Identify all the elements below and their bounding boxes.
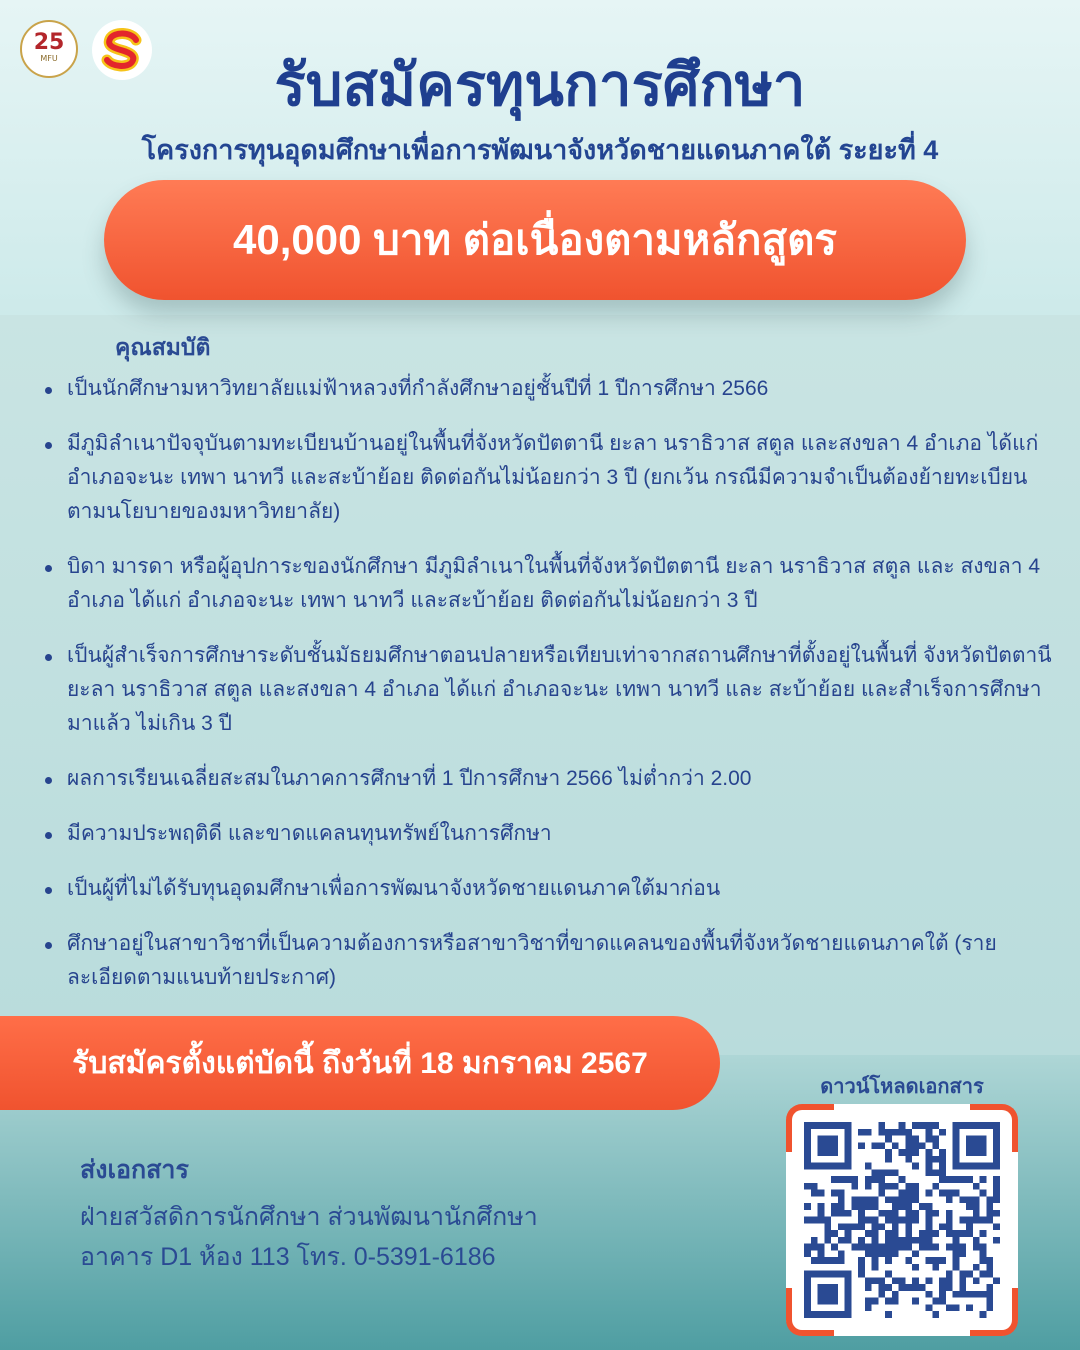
submission-heading: ส่งเอกสาร bbox=[80, 1156, 189, 1184]
qualifications-heading: คุณสมบัติ bbox=[115, 334, 211, 360]
bullet-icon bbox=[45, 565, 52, 572]
anniversary-number: 25 bbox=[33, 30, 65, 55]
list-item-text: มีภูมิลำเนาปัจจุบันตามทะเบียนบ้านอยู่ในพื้นที่จังหวัดปัตตานี ยะลา นราธิวาส สตูล และสงขลา 4 อำเภอ ได้แก่ อำเภอจะนะ เทพา นาทวี และสะบ้าย้อย ติดต่อกันไม่น้อยกว่า 3 ปี (ยกเว้น กรณีมีความจำเป็นต้องย้ายทะเบียนตามนโยบายของมหาวิทยาลัย) bbox=[67, 432, 1039, 523]
submission-office: ฝ่ายสวัสดิการนักศึกษา ส่วนพัฒนานักศึกษา bbox=[80, 1203, 538, 1231]
list-item bbox=[45, 427, 1065, 529]
list-item bbox=[45, 762, 1065, 796]
application-deadline: รับสมัครตั้งแต่บัดนี้ ถึงวันที่ 18 มกราคม 2567 bbox=[72, 1046, 648, 1080]
bullet-icon bbox=[45, 942, 52, 949]
list-item-text: ผลการเรียนเฉลี่ยสะสมในภาคการศึกษาที่ 1 ปีการศึกษา 2566 ไม่ต่ำกว่า 2.00 bbox=[67, 767, 752, 790]
page-title: รับสมัครทุนการศึกษา bbox=[274, 53, 806, 118]
bullet-icon bbox=[45, 654, 52, 661]
list-item bbox=[45, 872, 1065, 906]
qualifications-list bbox=[45, 372, 1065, 1016]
bullet-icon bbox=[45, 387, 52, 394]
page-subtitle: โครงการทุนอุดมศึกษาเพื่อการพัฒนาจังหวัดชายแดนภาคใต้ ระยะที่ 4 bbox=[141, 135, 939, 165]
bullet-icon bbox=[45, 887, 52, 894]
list-item-text: เป็นผู้ที่ไม่ได้รับทุนอุดมศึกษาเพื่อการพัฒนาจังหวัดชายแดนภาคใต้มาก่อน bbox=[67, 877, 721, 900]
bullet-icon bbox=[45, 442, 52, 449]
list-item-text: บิดา มารดา หรือผู้อุปการะของนักศึกษา มีภูมิลำเนาในพื้นที่จังหวัดปัตตานี ยะลา นราธิวาส สตูล และ สงขลา 4 อำเภอ ได้แก่ อำเภอจะนะ เทพา นาทวี และสะบ้าย้อย ติดต่อกันไม่น้อยกว่า 3 ปี bbox=[67, 555, 1041, 612]
list-item bbox=[45, 817, 1065, 851]
list-item bbox=[45, 372, 1065, 406]
bullet-icon bbox=[45, 777, 52, 784]
scholarship-amount: 40,000 บาท ต่อเนื่องตามหลักสูตร bbox=[233, 216, 837, 263]
qr-code-icon[interactable] bbox=[804, 1122, 1000, 1318]
list-item-text: มีความประพฤติดี และขาดแคลนทุนทรัพย์ในการศึกษา bbox=[67, 822, 552, 845]
scholarship-amount-banner bbox=[104, 180, 966, 300]
list-item-text: เป็นนักศึกษามหาวิทยาลัยแม่ฟ้าหลวงที่กำลังศึกษาอยู่ชั้นปีที่ 1 ปีการศึกษา 2566 bbox=[67, 377, 769, 400]
list-item-text: เป็นผู้สำเร็จการศึกษาระดับชั้นมัธยมศึกษาตอนปลายหรือเทียบเท่าจากสถานศึกษาที่ตั้งอยู่ในพื้นที่ จังหวัดปัตตานี ยะลา นราธิวาส สตูล และสงขลา 4 อำเภอ ได้แก่ อำเภอจะนะ เทพา นาทวี และ สะบ้าย้อย และสำเร็จการศึกษามาแล้ว ไม่เกิน 3 ปี bbox=[67, 644, 1052, 735]
anniversary-text: MFU bbox=[40, 54, 58, 63]
application-deadline-banner bbox=[0, 1016, 720, 1110]
download-label: ดาวน์โหลดเอกสาร bbox=[820, 1076, 984, 1098]
list-item bbox=[45, 927, 1065, 995]
bullet-icon bbox=[45, 832, 52, 839]
list-item bbox=[45, 639, 1065, 741]
submission-contact: อาคาร D1 ห้อง 113 โทร. 0-5391-6186 bbox=[80, 1243, 496, 1271]
list-item bbox=[45, 550, 1065, 618]
list-item-text: ศึกษาอยู่ในสาขาวิชาที่เป็นความต้องการหรือสาขาวิชาที่ขาดแคลนของพื้นที่จังหวัดชายแดนภาคใต้ (รายละเอียดตามแนบท้ายประกาศ) bbox=[67, 932, 997, 989]
download-qr-frame[interactable] bbox=[786, 1104, 1018, 1336]
